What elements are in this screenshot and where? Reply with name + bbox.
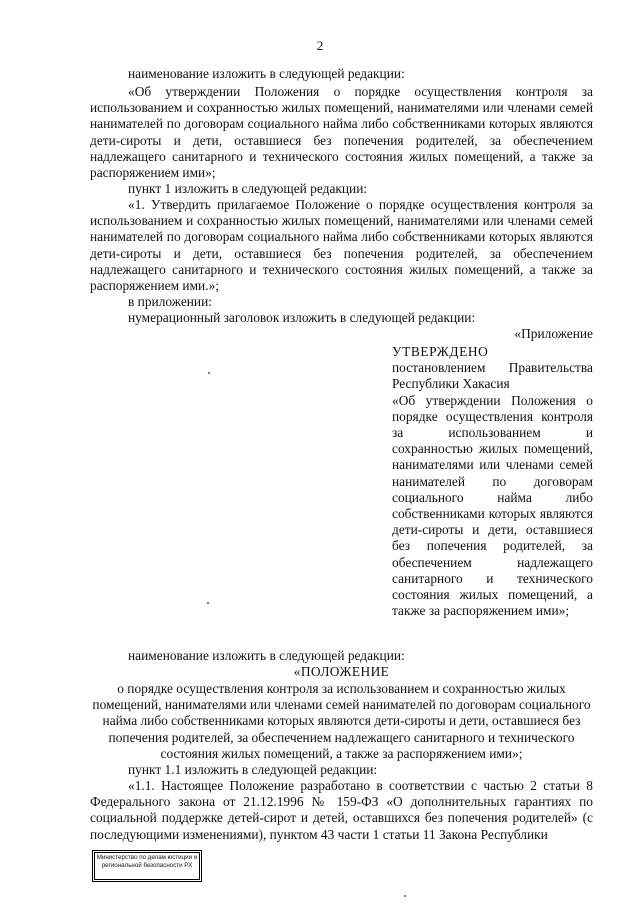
scan-speck — [207, 602, 209, 604]
approval-block — [392, 344, 593, 619]
point11-text-paragraph: «1.1. Настоящее Положение разработано в соответствии с частью 2 статьи 8 Федерального закона от 21.12.1996 № 159-ФЗ «О дополнительных гарантиях по социальной поддержке детей-сирот и детей, оставшихся без попечения родителей» (с последующими изменениями), пунктом 43 части 1 статьи 11 Закона Республики — [90, 778, 593, 842]
in-appendix-paragraph: в приложении: — [128, 294, 212, 309]
position-heading: «ПОЛОЖЕНИЕ — [293, 664, 390, 679]
point1-text-paragraph: «1. Утвердить прилагаемое Положение о порядке осуществления контроля за использованием и сохранностью жилых помещений, нанимателями или членами семей нанимателей по договорам социального найма либо собственниками которых являются дети-сироты и дети, оставшиеся без попечения родителей, за обеспечением надлежащего санитарного и технического состояния жилых помещений, а также за распоряжением ими.»; — [90, 197, 593, 294]
title-quote-paragraph: «Об утверждении Положения о порядке осуществления контроля за использованием и сохранностью жилых помещений, нанимателями или членами семей нанимателей по договорам социального найма либо собственниками которых являются дети-сироты и дети, оставшиеся без попечения родителей, за обеспечением надлежащего санитарного и технического состояния жилых помещений, а также за распоряжением ими»; — [90, 84, 593, 181]
position-subtitle: о порядке осуществления контроля за использованием и сохранностью жилых помещений, нанимателями или членами семей нанимателей по договорам социального найма либо собственниками которых являются дети-сироты и дети, оставшиеся без попечения родителей, за обеспечением надлежащего санитарного и технического состояния жилых помещений, а также за распоряжением ими»; — [92, 681, 591, 761]
point1-intro-paragraph: пункт 1 изложить в следующей редакции: — [128, 181, 368, 196]
approved-resolution-line: постановлением Правительства Республики Хакасия — [392, 360, 593, 392]
page-number: 2 — [316, 38, 324, 53]
scan-speck — [208, 372, 210, 374]
appendix-label: «Приложение — [514, 326, 593, 341]
point11-intro-paragraph: пункт 1.1 изложить в следующей редакции: — [128, 762, 378, 777]
numbering-header-paragraph: нумерационный заголовок изложить в следующей редакции: — [128, 310, 476, 325]
ministry-stamp: Министерство по делам юстиции и региональной безопасности РХ — [92, 850, 202, 882]
name-intro-paragraph: наименование изложить в следующей редакции: — [128, 66, 405, 81]
approved-resolution-title: «Об утверждении Положения о порядке осуществления контроля за использованием и сохранностью жилых помещений, нанимателями или членами семей нанимателей по договорам социального найма либо собственниками которых являются дети-сироты и дети, оставшиеся без попечения родителей, за обеспечением надлежащего санитарного и технического состояния жилых помещений, а также за распоряжением ими»; — [392, 392, 593, 619]
approved-heading: УТВЕРЖДЕНО — [392, 344, 489, 359]
scan-speck — [404, 895, 406, 897]
name-intro-paragraph-2: наименование изложить в следующей редакции: — [128, 648, 405, 663]
